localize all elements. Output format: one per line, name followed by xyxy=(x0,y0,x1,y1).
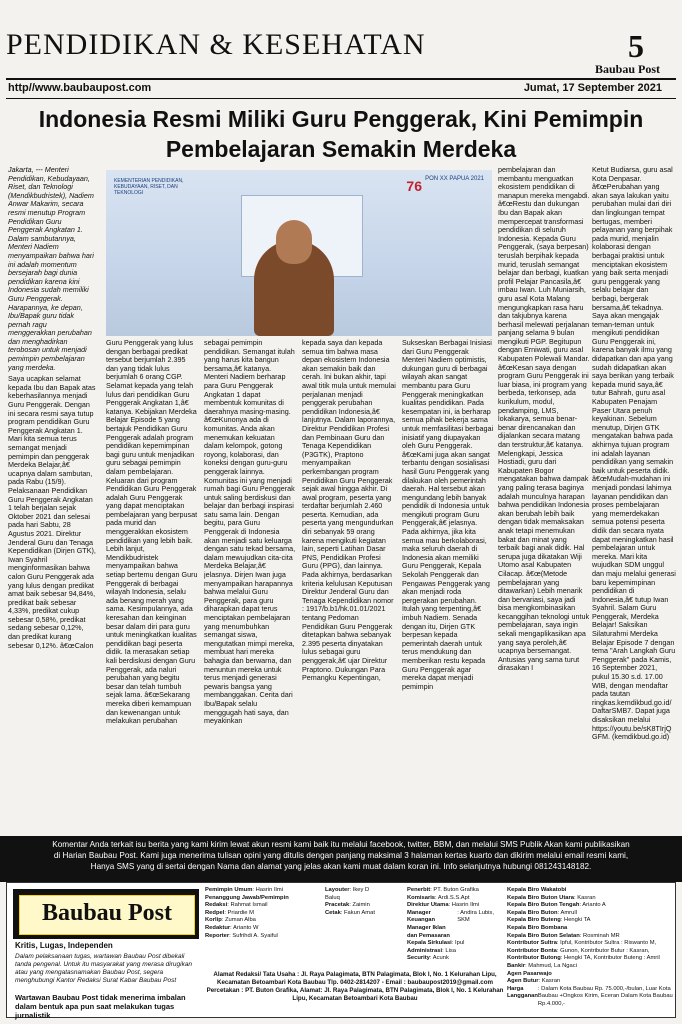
notice-line: Hanya SMS yang di sertai dengan Nama dan alamat yang jelas akan kami muat dalam koran ini. Info selanjutnya hubungi 081243148182. xyxy=(90,862,592,871)
footer-row xyxy=(507,940,677,948)
footer-value: : Hasrin Ilmi xyxy=(448,902,480,909)
footer-value: : Fakun Amat xyxy=(340,909,375,916)
footer-label: Harga Langganan xyxy=(507,985,538,1000)
footer-row xyxy=(507,917,677,925)
footer-label: Manager Keuangan xyxy=(407,909,436,924)
footer-logo xyxy=(13,889,199,939)
footer-value: : Dalam Kota Baubau Rp. 75.000,-/bulan, Luar Kota Baubau +Ongkos Kirim, Eceran Dalam Kota Baubau : Rp.4.000,- xyxy=(537,985,676,1007)
footer-row xyxy=(507,895,677,903)
footer-label: Kepala Biro Wakatobi xyxy=(507,887,567,893)
article-column-6 xyxy=(498,166,590,816)
anniversary-logo: 76 xyxy=(406,178,422,194)
speaker-face xyxy=(276,220,312,264)
footer-value: : Zuman Alba xyxy=(221,917,256,924)
footer-value: : Arianto W xyxy=(230,924,259,931)
footer-row xyxy=(325,895,403,903)
office-address: Alamat Redaksi/ Tata Usaha : Jl. Raya Palagimata, BTN Palagimata, Blok I, No. 1 Kelurahan Lipu, Kecamatan Betoambari Kota Baubau Tlp. 0402-2814207 - Email : baubaupost2019@gmail.com Percetakan : PT. Buton Grafika, Alamat: Jl. Raya Palagimata, BTN Palagimata, Blok I, No. 1 Kelurahan Lipu, Kecamatan Betoambari Kota Baubau xyxy=(206,971,504,1002)
footer-row xyxy=(325,887,403,895)
article-paragraph: Guru Penggerak yang lulus dengan berbagai predikat tersebut berjumlah 2.395 dan yang tidak lulus berjumlah 6 orang CGP. Selamat kepada yang telah lulus dari pendidikan Guru Penggerak Angkatan 1,â€ katanya. Kebijakan Merdeka Belajar Episode 5 yang bertajuk Pendidikan Guru Penggerak adalah program pendidikan kepemimpinan bagi guru untuk menjadikan guru sebagai pemimpin dalam pembelajaran. Keluaran dari program Pendidikan Guru Penggerak adalah Guru Penggerak yang dapat menciptakan pembelajaran yang berpusat pada murid dan menggerakkan ekosistem pendidikan yang lebih baik. Lebih lanjut, Mendikbudristek menyampaikan bahwa setiap bertemu dengan Guru Penggerak di berbagai wilayah Indonesia, selalu ada benang merah yang sama. Kesimpulannya, ada keresahan dan keinginan besar dalam diri para guru untuk meningkatkan kualitas pendidikan bagi peserta didik. Ia merasakan setiap kali berdiskusi dengan Guru Penggerak, ada naluri perubahan yang begitu besar dan telah tumbuh sejak lama. â€œSekarang mereka diberi kemampuan dan kewenangan untuk melakukan perubahan xyxy=(106,339,198,726)
footer-label: Kontributor Butong xyxy=(507,955,561,962)
footer-value: : Lisa xyxy=(442,947,456,954)
footer-row xyxy=(507,963,677,971)
footer-value: : Kasran xyxy=(574,894,596,901)
footer-row xyxy=(407,887,505,895)
no-bribe-notice: Wartawan Baubau Post tidak menerima imbalan dalam bentuk apa pun saat melakukan tugas jurnalistik xyxy=(15,993,186,1020)
footer-row xyxy=(407,895,505,903)
newspaper-name: Baubau Post xyxy=(594,62,660,76)
footer-value: : Ipul xyxy=(451,940,465,947)
section-title: PENDIDIKAN & KESEHATAN xyxy=(6,28,426,61)
footer-value: : Ardi.S.S.Apt xyxy=(435,894,470,901)
footer-row xyxy=(507,955,677,963)
article-column-1 xyxy=(8,166,96,816)
footer-label: Korlip xyxy=(205,917,222,924)
article-column-3 xyxy=(204,339,296,819)
logo-text: Baubau Post xyxy=(41,900,173,926)
footer-row xyxy=(507,933,677,941)
tagline: Kritis, Lugas, Independen xyxy=(15,941,113,950)
footer-label: Manager Iklan xyxy=(407,924,446,931)
footer-value: : Sufrihdi A. Syaiful xyxy=(229,932,278,939)
footer-label: Kontributor Bonta xyxy=(507,947,557,954)
footer-row xyxy=(205,917,321,925)
footer-row xyxy=(325,902,403,910)
article-paragraph: pembelajaran dan membantu menguatkan ekosistem pendidikan di manapun mereka mengabdi. â€œRestu dan dukungan Ibu dan Bapak akan mempercepat transformasi pendidikan di seluruh Indonesia. Kepada Guru Penggerak, (saya berpesan) teruslah berpihak kepada murid, teruslah semangat belajar dan berbagi, kuatkan profil Pelajar Pancasila,â€ imbau Iwan. Luh Muniarsih, guru asal Kota Malang mengungkapkan rasa haru dan takjubnya karena berhasil melewati perjalanan panjang selama 9 bulan mengikuti PGP. Begitupun dengan Erniwati, guru asal Kabupaten Polewali Mandar. â€œKesan saya dengan program Guru Penggerak ini luar biasa, ini program yang berbeda, terkonsep, ada kurikulum, modul, pendamping, LMS, lokakarya, semua benar-benar direncanakan dan dijalankan secara matang dan terstruktur,â€ katanya. Melengkapi, Jessica Hostiadi, guru dari Kabupaten Bogor mengatakan bahwa dampak yang paling terasa baginya adalah munculnya harapan bahwa pendidikan Indonesia akan berubah lebih baik dengan tidak memaksakan anak tetapi menemukan bakat dan minat yang terbaik bagi anak didik. Hal serupa juga dikatakan Wiji Utomo asal Kabupaten Cilacap. â€œ(Metode pembelajaran yang ditawarkan) Lebih menarik dan bervariasi, saya jadi bisa mengkombinasikan kecanggihan teknologi untuk pembelajaran, saya ingin sekali mengaplikasikan apa yang saya peroleh,â€ ucapnya bersemangat. Antusias yang sama turut dirasakan I xyxy=(498,166,590,673)
footer-row xyxy=(205,902,321,910)
footer-value: : Kasran xyxy=(538,978,561,985)
footer-label: Kepala Biro Bombana xyxy=(507,924,568,931)
footer-row xyxy=(407,940,505,948)
article-column-7 xyxy=(592,166,676,816)
footer-label: Agen Pasarwajo xyxy=(507,970,552,977)
footer-value: Baluq xyxy=(325,894,340,901)
footer-label: Cetak xyxy=(325,909,341,916)
footer-label: Agen Butur xyxy=(507,978,539,985)
footer-label: Kepala Biro Buton xyxy=(507,909,558,916)
footer-label: Pracetak xyxy=(325,902,350,909)
footer-row xyxy=(325,910,403,918)
footer-label: Administrasi xyxy=(407,947,443,954)
article-column-2 xyxy=(106,339,198,819)
footer-value: : Rosminah MR xyxy=(579,932,620,939)
footer-value: : Hasrin Ilmi xyxy=(252,887,283,893)
footer-row xyxy=(507,902,677,910)
footer-value: : Rahmat Ismail xyxy=(227,902,268,909)
bureau-list xyxy=(507,887,677,1009)
notice-line: di Harian Baubau Post. Kami juga menerima tulisan opini yang ditulis dengan panjang maksimal 3 halaman kertas kuarto dan dikirim melalui email resmi kami, xyxy=(53,851,629,860)
footer-row xyxy=(205,895,321,903)
footer-label: Kepala Biro Buton Tengah xyxy=(507,902,580,909)
footer-label: Kepala Sirkulasi xyxy=(407,940,452,947)
footer-row xyxy=(205,925,321,933)
footer-label: Kontributor Sultra xyxy=(507,940,557,947)
article-paragraph: Sukseskan Berbagai Inisiasi dari Guru Penggerak Menteri Nadiem optimistis, dukungan guru di berbagai wilayah akan sangat membantu para Guru Penggerak meningkatkan kualitas pendidikan. Pada kesempatan ini, ia berharap semua pihak bekerja sama untuk memfasilitasi berbagai inisiatif yang diupayakan oleh Guru Penggerak. â€œKami juga akan sangat terbantu dengan sosialisasi hasil Guru Penggerak yang dilakukan oleh pemerintah daerah. Hal tersebut akan mengundang lebih banyak pendidik di Indonesia untuk mengikuti program Guru Penggerak,â€ jelasnya. Pada akhirnya, jika kita semua mau berkolaborasi, maka seluruh daerah di Indonesia akan memiliki Guru Penggerak, Kepala Sekolah Penggerak dan Pengawas Penggerak yang akan menjadi roda pergerakan perubahan. Itulah yang terpenting,â€ imbuh Nadiem. Senada dengan itu, Dirjen GTK berpesan kepada pemerintah daerah untuk terus mendukung dan memberikan restu kepada Guru Penggerak agar mereka dapat menjadi pemimpin xyxy=(402,339,494,691)
article-paragraph: Saya ucapkan selamat kepada Ibu dan Bapak atas keberhasilannya menjadi Guru Penggerak. Dengan ini secara resmi saya tutup program pendidikan Guru Penggerak Angkatan 1. Mari kita semua terus semangat menjadi pemimpin dan penggerak Merdeka Belajar,â€ ucapnya dalam sambutan, pada Rabu (15/9). Pelaksanaan Pendidikan Guru Penggerak Angkatan 1 telah berjalan sejak Oktober 2021 dan selesai pada hari Sabtu, 28 Agustus 2021. Direktur Jenderal Guru dan Tenaga Kependidikan (Dirjen GTK), Iwan Syahril menginformasikan bahwa calon Guru Penggerak ada yang lulus dengan predikat amat baik sebesar 94,84%, predikat baik sebesar 4,33%, predikat cukup sebesar 0,58%, predikat sedang sebesar 0,12%, dan predikat kurang sebesar 0,12%. â€œCalon xyxy=(8,374,96,650)
footer-value: : Hengki TA xyxy=(560,917,591,924)
footer-row xyxy=(507,978,677,986)
footer-value: : Priardie M xyxy=(224,909,254,916)
footer-label: Direktur Utama xyxy=(407,902,449,909)
article-paragraph: Ketut Budiarsa, guru asal Kota Denpasar. â€œPerubahan yang akan saya lakukan yaitu perubahan mulai dari diri dan lingkungan tempat bertugas, memberi pelayanan yang berpihak pada murid, menjalin kolaborasi dengan berbagai praktisi untuk menciptakan ekosistem yang baik serta menjadi guru penggerak yang selalu belajar dan berbagi, bergerak bersama,â€ tekadnya. Saya akan mengajak teman-teman untuk mengikuti pendidikan Guru Penggerak ini, karena banyak ilmu yang didapatkan dan apa yang sudah didapatkan akan saya berikan yang terbaik kepada murid saya,â€ tutur Bahrah, guru asal Kabupaten Penajam Paser Utara penuh keyakinan. Sebelum menutup, Dirjen GTK mengatakan bahwa pada akhirnya tujuan program ini adalah layanan pendidikan yang semakin baik untuk peserta didik. â€œMudah-mudahan ini menjadi pondasi lahirnya layanan pendidikan dan proses pembelajaran yang memerdekakan semua potensi peserta didik dan secara nyata dapat meningkatkan hasil pembelajaran untuk mereka. Mari kita wujudkan SDM unggul dan maju melalui generasi baru kepemimpinan pendidikan di Indonesia,â€ tutup Iwan Syahril. Salam Guru Penggerak, Merdeka Belajar! Saksikan Silaturahmi Merdeka Belajar Episode 7 dengan tema "Arah Langkah Guru Penggerak" pada Kamis, 16 September 2021, pukul 15.30 s.d. 17.00 WIB, dengan mendaftar pada tautan ringkas.kemdikbud.go.id/DaftarSMB7. Dapat juga disaksikan melalui https://youtu.be/sK8TIrjQGFM. (kemdikbud.go.id) xyxy=(592,166,676,742)
footer-value: : Ikey D xyxy=(349,887,370,893)
ministry-logo: KEMENTERIAN PENDIDIKAN, KEBUDAYAAN, RISET, DAN TEKNOLOGI xyxy=(114,178,184,196)
issue-date: Jumat, 17 September 2021 xyxy=(523,82,662,94)
pon-logo: PON XX PAPUA 2021 xyxy=(425,176,484,182)
article-headline: Indonesia Resmi Miliki Guru Penggerak, Kini Pemimpin Pembelajaran Semakin Merdeka xyxy=(38,106,644,162)
article-paragraph: kepada saya dan kepada semua tim bahwa masa depan ekosistem Indonesia akan semakin baik dan cerah. Ini bukan akhir, tapi awal titik mula untuk memulai perjalanan menjadi penggerak perubahan pendidikan Indonesia,â€ lanjutnya. Dalam laporannya, Direktur Pendidikan Profesi dan Pembinaan Guru dan Tenaga Kependidikan (P3GTK), Praptono menyampaikan perkembangan program Pendidikan Guru Penggerak sejak awal hingga akhir. Di awal program, peserta yang terdaftar berjumlah 2.460 peserta. Kemudian, ada peserta yang mengundurkan diri sebanyak 59 orang karena mengikuti kegiatan lain, seperti Latihan Dasar PNS, Pendidikan Profesi Guru (PPG), dan lainnya. Pada akhirnya, berdasarkan kriteria kelulusan Keputusan Direktur Jenderal Guru dan Tenaga Kependidikan nomor : 1917/b.b1/hk.01.01/2021 tentang Pedoman Pendidikan Guru Penggerak ditetapkan bahwa sebanyak 2.395 peserta dinyatakan lulus sebagai guru penggerak,â€ ujar Direktur Praptono. Dukungan Para Pemangku Kepentingan, xyxy=(302,339,396,683)
footer-row xyxy=(205,887,321,895)
article-column-5 xyxy=(402,339,494,819)
footer-value: : Amrull xyxy=(557,909,577,916)
footer-value: : Gunon, Kontributor Butur : Kasran, xyxy=(556,947,650,954)
journalist-notice: Dalam pelaksanaan tugas, wartawan Baubau Post dibekali tanda pengenal. Untuk itu masyarakat yang merasa dirugikan atau yang mengatasnamakan Baubau Post, segera menghubungi Kantor Redaksi Surat Kabar Baubau Post xyxy=(15,953,193,984)
footer-label: Komisaris xyxy=(407,894,436,901)
logo-box xyxy=(19,895,195,935)
article-photo xyxy=(106,170,492,336)
footer-value: : Ipful, Kontributor Sultra : Riswanto M, xyxy=(556,940,657,947)
footer-label: Security xyxy=(407,955,430,962)
footer-row xyxy=(407,925,505,933)
footer-label: Kepala Biro Buton Utara xyxy=(507,894,574,901)
footer-row xyxy=(407,955,505,963)
article-column-4 xyxy=(302,339,396,819)
footer-value: : Zaimin xyxy=(349,902,370,909)
footer-row xyxy=(507,887,677,895)
footer-label: Penanggung Jawab/Pemimpin xyxy=(205,894,289,901)
footer-value: : Hengki TA, Kontributor Buteng : Amril xyxy=(560,955,660,962)
footer-value: : Andira Lubis, SKM xyxy=(457,909,494,924)
publisher-list xyxy=(407,887,505,963)
footer-row xyxy=(507,910,677,918)
footer-row xyxy=(407,933,505,941)
footer-label: Kepala Biro Buton Selatan xyxy=(507,932,580,939)
footer-label: Kepala Biro Buteng xyxy=(507,917,561,924)
footer-row xyxy=(205,933,321,941)
publisher-footer xyxy=(6,882,676,1018)
footer-label: Pemimpin Umum xyxy=(205,887,253,893)
footer-row xyxy=(507,986,677,1009)
reader-notice-banner xyxy=(0,836,682,882)
footer-row xyxy=(507,925,677,933)
page-number: 5 xyxy=(628,28,644,64)
footer-value: : Acunk xyxy=(429,955,449,962)
footer-row xyxy=(407,948,505,956)
article-lead: Jakarta, --- Menteri Pendidikan, Kebudayaan, Riset, dan Teknologi (Mendikbudristek), Nadiem Anwar Makarim, secara resmi menutup Program Pendidikan Guru Penggerak Angkatan 1. Dalam sambutannya, Menteri Nadiem menyampaikan bahwa hari ini adalah momentum bersejarah bagi dunia pendidikan karena kini Indonesia sudah memiliki Guru Penggerak. Harapannya, ke depan, Ibu/Bapak guru tidak pernah ragu menggerakkan perubahan dan menghadirkan terobosan untuk menjadi pemimpin pembelajaran yang merdeka. xyxy=(8,166,94,372)
footer-value: : PT. Buton Grafika xyxy=(430,887,479,893)
website-url[interactable]: http//www.baubaupost.com xyxy=(8,82,152,94)
footer-label: Redaktur xyxy=(205,924,231,931)
footer-row xyxy=(507,948,677,956)
footer-label: dan Pemasaran xyxy=(407,932,450,939)
footer-label: Penerbit xyxy=(407,887,431,893)
footer-label: Reporter xyxy=(205,932,230,939)
production-list xyxy=(325,887,403,917)
footer-label: Redpel xyxy=(205,909,225,916)
footer-label: Redaksi xyxy=(205,902,228,909)
article-paragraph: sebagai pemimpin pendidikan. Semangat itulah yang harus kita bangun bersama,â€ katanya. Menteri Nadiem berharap para Guru Penggerak Angkatan 1 dapat membentuk komunitas di daerahnya masing-masing. â€œKunonya ada di komunitas. Anda akan menemukan kekuatan dalam kelompok, gotong royong, kolaborasi, dan koneksi dengan guru-guru penggerak lainnya. Komunitas ini yang menjadi rumah bagi Guru Penggerak untuk saling berdiskusi dan belajar dan berbagi inspirasi satu sama lain. Dengan begitu, para Guru Penggerak di Indonesia akan menjadi satu keluarga dengan satu tekad bersama, dalam mewujudkan cita-cita Merdeka Belajar,â€ jelasnya. Dirjen Iwan juga menyampaikan harapannya bahwa melalui Guru Penggerak, para guru diharapkan dapat terus menciptakan pembelajaran yang menumbuhkan semangat siswa, mengutatkan mimpi mereka, membuat hari mereka bahagia dan berwarna, dan menuntun mereka untuk terus menjadi generasi pewaris bangsa yang membanggakan. Cerita dari Ibu/Bapak selalu menggugah hati saya, dan meyakinkan xyxy=(204,339,296,726)
footer-label: Bankir xyxy=(507,962,526,969)
footer-label: Layouter xyxy=(325,887,350,893)
divider xyxy=(6,98,676,99)
footer-row xyxy=(507,971,677,979)
notice-line: Komentar Anda terkait isu berita yang kami kirim lewat akun resmi kami baik itu melalui facebook, twitter, BBM, dan melalui SMS Publik Akan kami publikasikan xyxy=(52,840,630,849)
footer-value: : Arianto A xyxy=(579,902,606,909)
divider xyxy=(6,78,676,80)
footer-row xyxy=(205,910,321,918)
footer-row xyxy=(407,910,505,925)
staff-list xyxy=(205,887,321,940)
footer-row xyxy=(407,902,505,910)
footer-value: : Mahmud, La Ngaci xyxy=(525,962,577,969)
